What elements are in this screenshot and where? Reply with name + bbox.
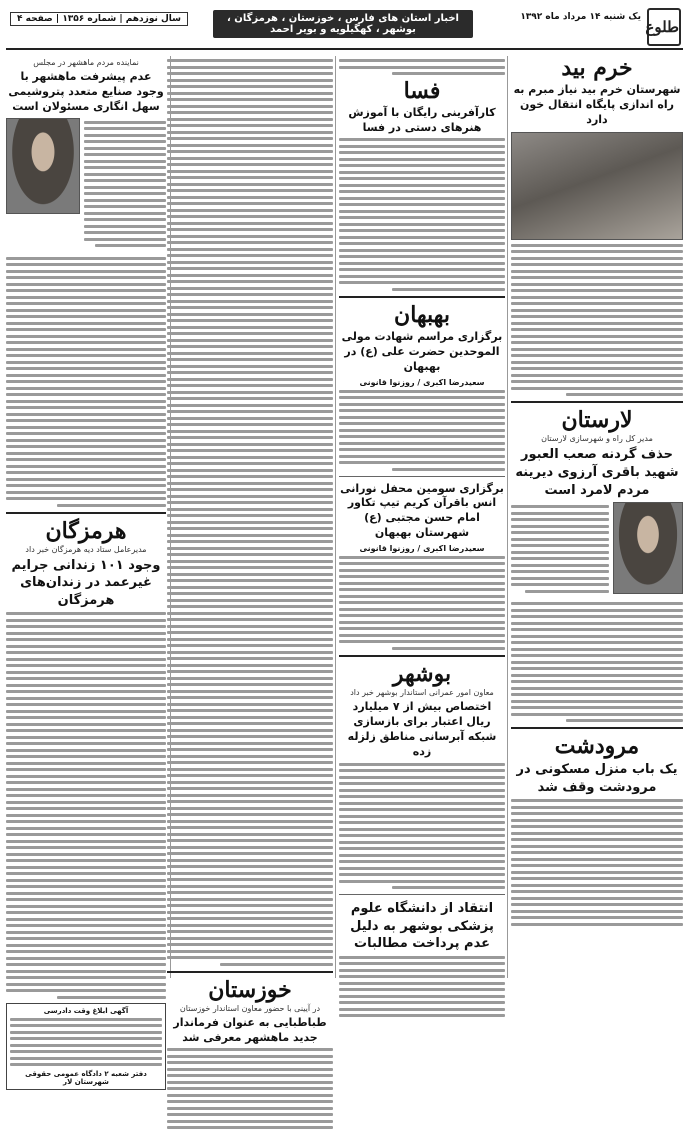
kicker: در آیینی با حضور معاون استاندار خوزستان — [179, 1003, 321, 1013]
headline: انتقاد از دانشگاه علوم پزشکی بوشهر به دلیل عدم پرداخت مطالبات — [350, 901, 494, 952]
page-header — [6, 6, 683, 50]
portrait-photo — [613, 502, 683, 594]
kicker: معاون امور عمرانی استاندار بوشهر خبر داد — [350, 688, 494, 698]
notice-title: آگهی ابلاغ وقت دادرسی — [43, 1006, 129, 1015]
legal-notice-box — [6, 1003, 166, 1090]
article-body — [339, 763, 505, 890]
headline: طباطبایی به عنوان فرماندار جدید ماهشهر معرفی شد — [173, 1015, 327, 1044]
byline: سعیدرضا اکبری / روزنوا قانونی — [359, 377, 485, 387]
kicker: مدیر کل راه و شهرسازی لارستان — [541, 434, 653, 444]
article-body — [84, 121, 166, 251]
city-heading: بهبهان — [394, 301, 450, 328]
headline: برگزاری مراسم شهادت مولی الموحدین حضرت علی (ع) در بهبهان — [341, 330, 503, 373]
column-4 — [6, 56, 166, 1086]
city-heading: مرودشت — [554, 733, 640, 760]
notice-footer: دفتر شعبه ۲ دادگاه عمومی حقوقی شهرستان لار — [25, 1069, 147, 1086]
newspaper-logo: طلوع — [647, 8, 681, 46]
city-heading: هرمزگان — [45, 517, 127, 544]
headline: اختصاص بیش از ۷ میلیارد ریال اعتبار برای بازسازی شبکه آبرسانی مناطق زلزله زده — [347, 700, 497, 758]
newspaper-page — [6, 6, 683, 1086]
headline: یک باب منزل مسکونی در مرودشت وقف شد — [516, 762, 678, 795]
city-heading: خرم بید — [561, 55, 633, 81]
column-3 — [167, 56, 333, 1044]
article-body — [339, 956, 505, 1018]
city-heading: فسا — [403, 77, 441, 104]
byline: سعیدرضا اکبری / روزنوا قانونی — [359, 543, 485, 553]
city-heading: لارستان — [561, 407, 633, 434]
city-heading: بوشهر — [392, 660, 452, 687]
article-body — [339, 138, 505, 291]
headline: کارآفرینی رایگان با آموزش هنرهای دستی در فسا — [348, 105, 496, 134]
headline: حذف گردنه صعب العبور شهید باقری آرزوی دیرینه مردم لامرد است — [515, 447, 679, 498]
column-divider — [507, 56, 508, 978]
headline: برگزاری سومین محفل نورانی انس باقرآن کریم تیپ تکاور امام حسن مجتبی (ع) شهرستان بهبهان — [340, 481, 504, 540]
headline: شهرستان خرم بید نیاز مبرم به راه اندازی پایگاه انتقال خون دارد — [513, 83, 681, 126]
headline: وجود ۱۰۱ زندانی جرایم غیرعمد در زندان‌های هرمزگان — [11, 557, 161, 608]
article-body — [167, 59, 333, 966]
section-title: اخبار استان های فارس ، خوزستان ، هرمزگان ، بوشهر ، کهگیلویه و بویر احمد — [213, 10, 473, 38]
issue-date: یک شنبه ۱۴ مرداد ماه ۱۳۹۲ — [520, 12, 641, 22]
article-body — [339, 59, 505, 75]
article-body — [511, 505, 609, 596]
article-body — [339, 556, 505, 650]
kicker: نماینده مردم ماهشهر در مجلس — [33, 58, 139, 67]
article-body — [511, 244, 683, 397]
city-heading: خوزستان — [208, 976, 292, 1003]
portrait-photo — [6, 118, 80, 214]
column-2 — [339, 56, 505, 978]
column-1 — [511, 56, 683, 978]
article-body — [511, 799, 683, 926]
article-body — [511, 602, 683, 722]
column-divider — [335, 56, 336, 978]
article-body — [339, 390, 505, 471]
article-body — [6, 612, 166, 999]
article-body — [6, 257, 166, 507]
news-photo — [511, 132, 683, 240]
article-body — [167, 1048, 333, 1129]
issue-info: سال نوزدهم | شماره ۱۳۵۶ | صفحه ۴ — [10, 12, 188, 26]
notice-body — [10, 1018, 162, 1067]
headline: عدم پیشرفت ماهشهر با وجود صنایع متعدد پتروشیمی سهل انگاری مسئولان است — [8, 70, 164, 113]
kicker: مدیرعامل ستاد دیه هرمزگان خبر داد — [25, 544, 147, 554]
